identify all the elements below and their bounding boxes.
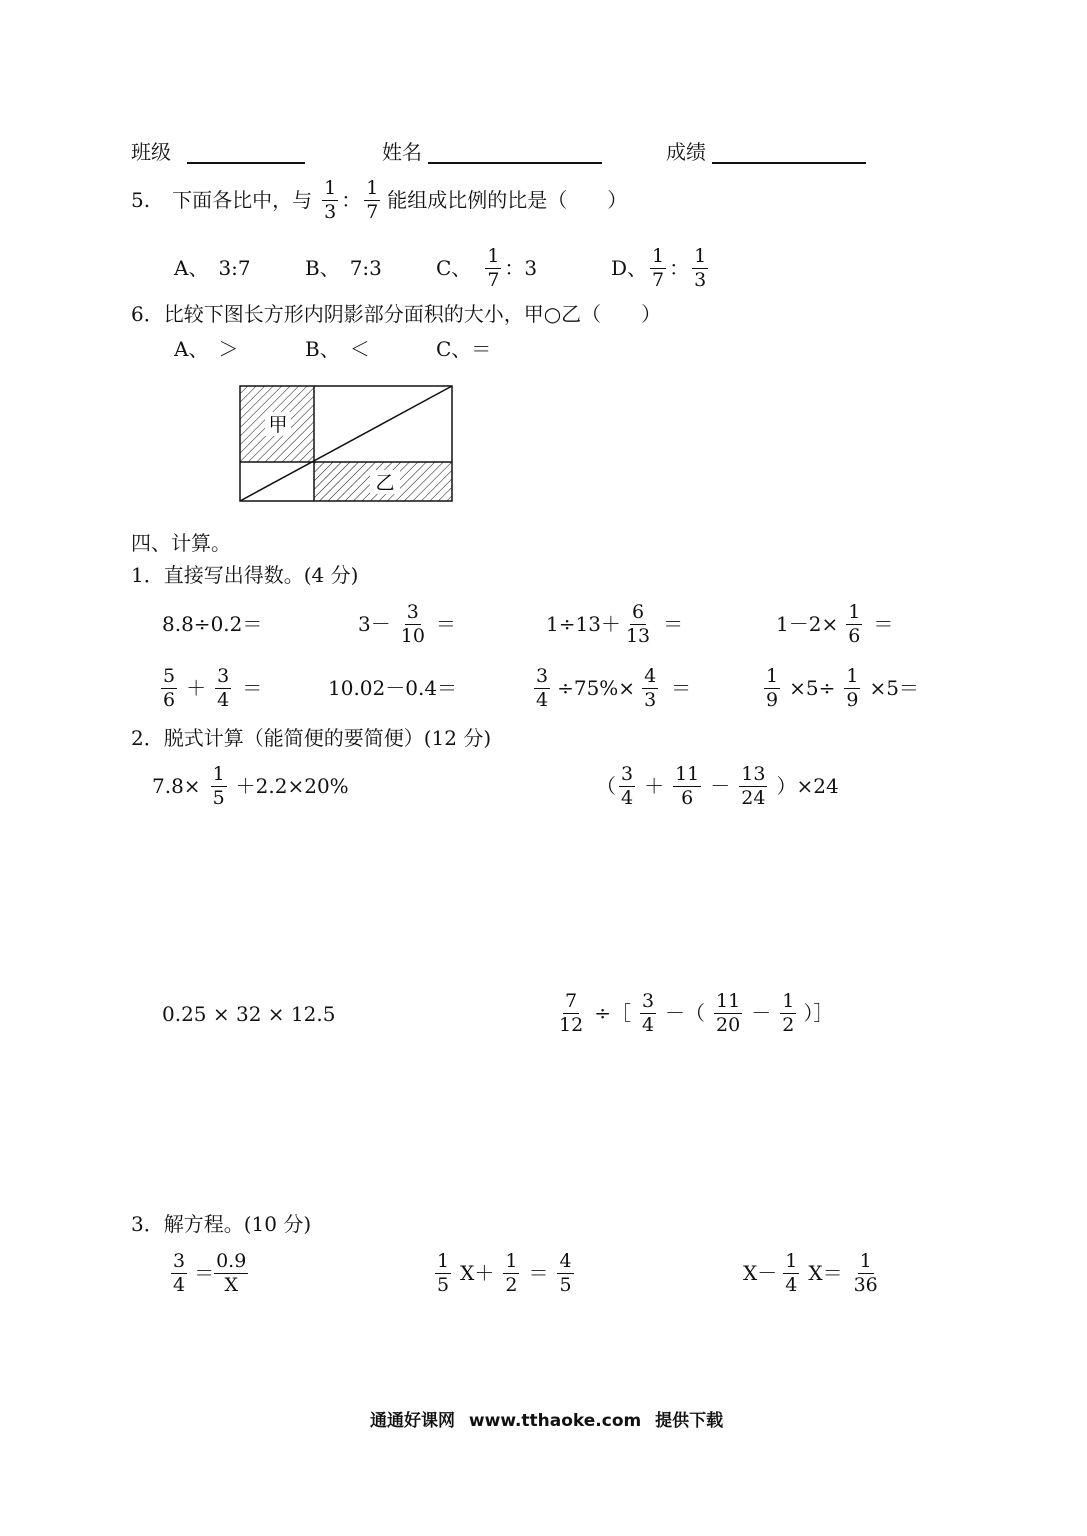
p1-r2-e3 <box>531 660 691 716</box>
p2-e2-open: （ <box>596 774 616 798</box>
q5-option-c-label: C、 <box>436 256 472 280</box>
p2-e4-f4-num: 1 <box>782 989 795 1012</box>
p1-r2-e2: 10.02－0.4＝ <box>328 676 458 700</box>
label-jia: 甲 <box>268 414 288 436</box>
q5-option-d-frac1 <box>650 246 666 291</box>
p1-r2-e3-den1: 4 <box>536 688 549 711</box>
p2-e4-f3-num: 11 <box>716 989 741 1012</box>
p1-r1-e4 <box>776 596 893 652</box>
p2-e2-op2: － <box>710 774 731 798</box>
p3-e1-f1-den: 4 <box>173 1273 186 1296</box>
class-blank[interactable] <box>187 142 305 164</box>
q6-option-b: B、 ＜ <box>305 337 370 361</box>
p3-e3-mid: X＝ <box>808 1261 843 1285</box>
p3-e2-f1 <box>435 1251 451 1296</box>
p1-r2-e3-den2: 3 <box>644 688 657 711</box>
p1-r1-e2-pre: 3－ <box>358 612 391 636</box>
footer-suffix: 提供下载 <box>655 1411 724 1431</box>
q5-option-d-num2: 1 <box>694 244 707 267</box>
p2-e2-op1: ＋ <box>644 774 665 798</box>
p2-e4-op1: ÷［ <box>594 1001 631 1025</box>
p1-r1-e3-pre: 1÷13＋ <box>546 612 621 636</box>
q5-option-c-num: 1 <box>487 244 500 267</box>
q5-option-d-num1: 1 <box>652 244 665 267</box>
p2-e2-f2-num: 11 <box>675 762 700 785</box>
q5-option-c-frac <box>485 246 501 291</box>
p2-e4-close: ）］ <box>803 1001 834 1025</box>
p1-r2-e4-num1: 1 <box>766 664 779 687</box>
p3-e3-f1-num: 1 <box>785 1249 798 1272</box>
q5-stem <box>131 172 627 228</box>
p1-r1-e2 <box>358 596 456 652</box>
p3-e2-f3-num: 4 <box>559 1249 572 1272</box>
q5-ratio-b <box>364 178 380 223</box>
p2-e1-frac <box>211 764 227 809</box>
p2-e2 <box>596 758 839 814</box>
p3-e2-f3-den: 5 <box>559 1273 572 1296</box>
p2-e1-den: 5 <box>212 786 225 809</box>
q5-option-d-den2: 3 <box>694 268 707 291</box>
p1-r2-e1-frac1 <box>161 666 177 711</box>
p2-e3: 0.25 × 32 × 12.5 <box>162 1002 336 1026</box>
footer-site-name: 通通好课网 <box>370 1411 455 1431</box>
q5-ratio-a-den: 3 <box>324 200 337 223</box>
q5-ratio-b-den: 7 <box>366 200 379 223</box>
p1-r2-e1-num2: 3 <box>217 664 230 687</box>
q5-ratio-sep: ： <box>341 188 362 212</box>
p2-e2-f2-den: 6 <box>681 786 694 809</box>
p2-e4-f2-num: 3 <box>641 989 655 1012</box>
p3-e1-f2-den: X <box>224 1273 238 1296</box>
p1-r2-e3-frac2 <box>642 666 658 711</box>
q6-option-a: A、 ＞ <box>174 337 239 361</box>
p2-e4-op3: － <box>751 1001 772 1025</box>
p2-e4-op2: －（ <box>665 1001 706 1025</box>
p3-e3 <box>743 1245 883 1301</box>
p1-r2-e4-den1: 9 <box>766 688 779 711</box>
p1-r2-e4-mid: ×5÷ <box>789 676 836 700</box>
p3-e2-f1-den: 5 <box>437 1273 450 1296</box>
q5-ratio-b-num: 1 <box>366 176 379 199</box>
p3-e1-f1 <box>171 1251 187 1296</box>
label-yi: 乙 <box>375 472 395 494</box>
q5-option-d <box>611 240 711 296</box>
q5-text-after: 能组成比例的比是（ ） <box>387 188 628 212</box>
q5-option-c-rest: ：3 <box>504 256 538 280</box>
q5-option-b: B、 7:3 <box>305 256 382 280</box>
p2-e4-f1 <box>557 991 585 1036</box>
p2-e1-num: 1 <box>212 762 225 785</box>
p2-e4-f2 <box>640 991 656 1036</box>
q5-option-d-label: D、 <box>611 256 648 280</box>
p3-e2-f3 <box>557 1251 573 1296</box>
p2-e4-f1-den: 12 <box>559 1013 584 1036</box>
p2-title: 2．脱式计算（能简便的要简便）(12 分) <box>131 726 492 750</box>
p2-e2-f1-den: 4 <box>621 786 634 809</box>
p2-e1 <box>152 758 349 814</box>
p1-r2-e1-den1: 6 <box>163 688 176 711</box>
p2-e2-f3 <box>739 764 767 809</box>
p1-r1-e4-den: 6 <box>848 624 861 647</box>
p2-e2-f3-num: 13 <box>741 762 766 785</box>
name-label: 姓名 <box>382 140 422 164</box>
p1-r1-e2-den: 10 <box>400 624 425 647</box>
p2-e2-close: ）×24 <box>776 774 839 798</box>
score-field <box>666 140 866 164</box>
p2-e2-f2 <box>673 764 701 809</box>
q5-option-a: A、 3:7 <box>174 256 251 280</box>
p3-e3-f2 <box>852 1251 880 1296</box>
p2-e2-f3-den: 24 <box>741 786 766 809</box>
q6-rectangle-figure <box>230 378 462 512</box>
p1-r1-e1: 8.8÷0.2＝ <box>162 612 263 636</box>
p3-e3-f2-den: 36 <box>853 1273 878 1296</box>
p1-r1-e4-post: ＝ <box>873 612 894 636</box>
q5-ratio-a-num: 1 <box>324 176 337 199</box>
p1-r2-e4-frac2 <box>844 666 860 711</box>
q5-option-d-frac2 <box>692 246 708 291</box>
p1-r2-e1 <box>158 660 262 716</box>
p1-r1-e4-pre: 1－2× <box>776 612 839 636</box>
p1-r2-e3-num1: 3 <box>536 664 549 687</box>
p2-e1-pre: 7.8× <box>152 774 201 798</box>
p3-e2 <box>432 1245 577 1301</box>
p1-r1-e2-num: 3 <box>406 600 419 623</box>
class-label: 班级 <box>131 140 171 164</box>
p1-r1-e3-frac <box>624 602 652 647</box>
p3-e1-eq: ＝ <box>194 1261 215 1285</box>
p1-r2-e4 <box>761 660 919 716</box>
p3-e3-pre: X－ <box>743 1261 778 1285</box>
p3-e2-f2-den: 2 <box>505 1273 518 1296</box>
p1-r1-e4-frac <box>846 602 862 647</box>
p3-e3-f2-num: 1 <box>859 1249 872 1272</box>
score-label: 成绩 <box>666 140 706 164</box>
p2-e4-f2-den: 4 <box>641 1013 655 1036</box>
p2-e4-f4 <box>780 991 796 1036</box>
p2-e1-post: ＋2.2×20% <box>235 774 349 798</box>
q5-text-before: 下面各比中，与 <box>172 188 313 212</box>
p2-e4-f3 <box>714 991 742 1036</box>
p3-title: 3．解方程。(10 分) <box>131 1212 312 1236</box>
score-blank[interactable] <box>712 142 866 164</box>
section4-title: 四、计算。 <box>131 531 231 555</box>
p1-r2-e3-frac1 <box>534 666 550 711</box>
p3-e1-f1-num: 3 <box>173 1249 186 1272</box>
p1-r2-e3-mid: ÷75%× <box>557 676 636 700</box>
p1-r1-e4-num: 1 <box>848 600 861 623</box>
p1-r2-e3-post: ＝ <box>671 676 692 700</box>
p1-r2-e1-den2: 4 <box>217 688 230 711</box>
p1-r1-e3 <box>546 596 683 652</box>
p3-e1 <box>168 1245 251 1301</box>
name-field <box>382 140 602 164</box>
p3-e2-eq: ＝ <box>528 1261 549 1285</box>
p1-r2-e1-post: ＝ <box>242 676 263 700</box>
p3-e1-f2 <box>214 1251 248 1296</box>
p1-r1-e3-den: 13 <box>625 624 651 647</box>
q5-ratio-a <box>322 178 338 223</box>
p2-e4-f1-num: 7 <box>565 989 578 1012</box>
p1-r2-e4-frac1 <box>764 666 780 711</box>
p2-e2-f1 <box>619 764 635 809</box>
p1-r1-e2-post: ＝ <box>435 612 456 636</box>
p1-r2-e1-frac2 <box>215 666 231 711</box>
p3-e2-mid: X＋ <box>460 1261 495 1285</box>
q6-option-c: C、＝ <box>436 337 492 361</box>
p3-e1-f2-num: 0.9 <box>216 1249 247 1272</box>
header-row <box>131 140 305 164</box>
p1-r2-e4-den2: 9 <box>846 688 859 711</box>
p3-e3-f1 <box>783 1251 799 1296</box>
p2-e4 <box>554 985 833 1041</box>
p2-e4-f4-den: 2 <box>782 1013 795 1036</box>
p3-e2-f2 <box>503 1251 519 1296</box>
q6-stem: 6．比较下图长方形内阴影部分面积的大小，甲○乙（ ） <box>131 302 662 326</box>
p1-r2-e3-num2: 4 <box>644 664 657 687</box>
p1-r1-e3-post: ＝ <box>663 612 684 636</box>
p1-r2-e4-post: ×5＝ <box>869 676 919 700</box>
p2-e2-f1-num: 3 <box>621 762 634 785</box>
p2-e4-f3-den: 20 <box>716 1013 741 1036</box>
p3-e2-f2-num: 1 <box>505 1249 518 1272</box>
p3-e3-f1-den: 4 <box>785 1273 798 1296</box>
p1-r2-e1-num1: 5 <box>163 664 176 687</box>
p3-e2-f1-num: 1 <box>437 1249 450 1272</box>
p1-r2-e4-num2: 1 <box>846 664 859 687</box>
q5-option-d-den1: 7 <box>652 268 665 291</box>
q5-option-c <box>436 240 537 296</box>
q5-option-d-sep: ： <box>669 256 690 280</box>
q5-number: 5. <box>131 188 151 212</box>
p1-r1-e3-num: 6 <box>631 600 645 623</box>
footer-url[interactable]: www.tthaoke.com <box>468 1411 642 1431</box>
q5-option-c-den: 7 <box>487 268 500 291</box>
p1-r1-e2-frac <box>399 602 427 647</box>
footer <box>370 1406 723 1431</box>
p1-r2-e1-op: ＋ <box>186 676 207 700</box>
name-blank[interactable] <box>428 142 602 164</box>
p1-title: 1．直接写出得数。(4 分) <box>131 563 359 587</box>
